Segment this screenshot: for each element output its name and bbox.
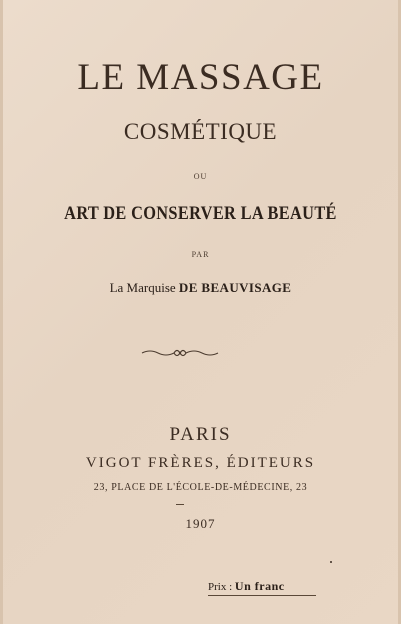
publication-year: 1907 bbox=[185, 516, 216, 531]
price-label: Prix : bbox=[208, 581, 233, 593]
price-underline bbox=[208, 595, 316, 596]
author-line bbox=[0, 280, 401, 296]
publisher-name: VIGOT FRÈRES, ÉDITEURS bbox=[85, 455, 316, 471]
paper-speck bbox=[330, 561, 332, 563]
price-value: Un franc bbox=[234, 579, 285, 593]
alternate-title: ART DE CONSERVER LA BEAUTÉ bbox=[64, 203, 337, 224]
author-prefix: La Marquise bbox=[109, 280, 176, 295]
cover-title: LE MASSAGE bbox=[77, 57, 324, 98]
publication-city: PARIS bbox=[169, 424, 232, 445]
connector-ou: OU bbox=[193, 172, 208, 181]
separator-dash bbox=[176, 504, 184, 505]
publisher-address: 23, PLACE DE L'ÉCOLE-DE-MÉDECINE, 23 bbox=[93, 482, 308, 493]
ornament-flourish bbox=[140, 347, 220, 359]
connector-par: PAR bbox=[191, 250, 210, 259]
cover-subtitle: COSMÉTIQUE bbox=[123, 119, 278, 144]
author-name: DE BEAUVISAGE bbox=[178, 280, 292, 295]
price-line bbox=[208, 579, 285, 594]
